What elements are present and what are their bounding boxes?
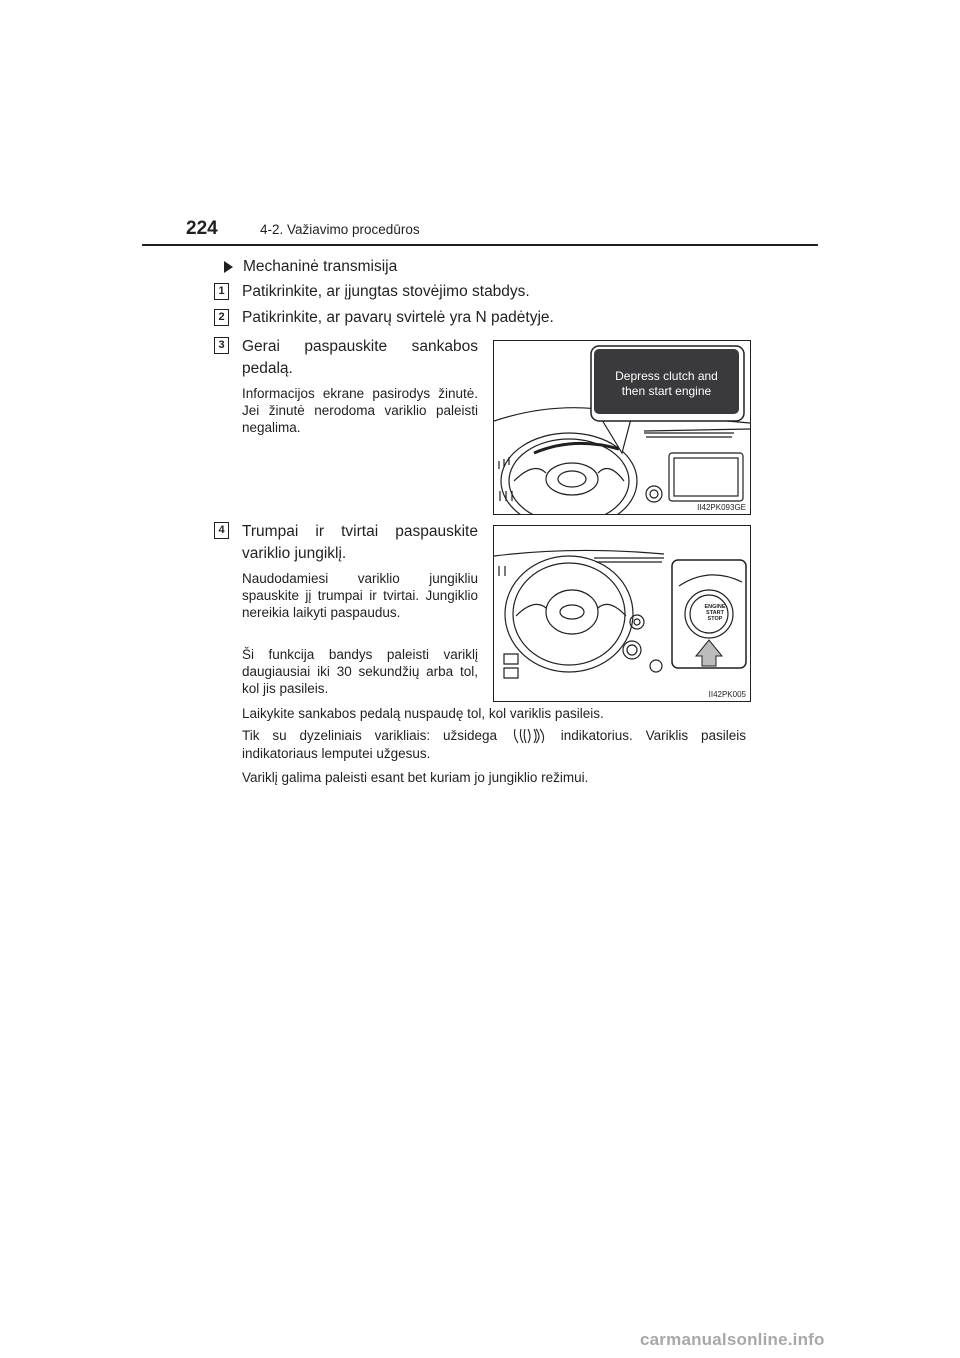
watermark: carmanualsonline.info (640, 1330, 825, 1349)
figure-1-code: II42PK093GE (697, 503, 746, 512)
clutch-message-callout (594, 349, 739, 414)
step-number-4: 4 (214, 522, 229, 539)
page-number: 224 (186, 218, 218, 239)
step-4-note-1: Naudodamiesi variklio jungikliu spauskite jį trumpai ir tvirtai. Jungiklio nereikia laikyti paspaudus. (242, 571, 478, 620)
step-4-text: Trumpai ir tvirtai paspauskite variklio jungiklį. (242, 523, 478, 562)
hold-clutch-note: Laikykite sankabos pedalą nuspaudę tol, kol variklis pasileis. (242, 706, 604, 721)
diesel-note (242, 727, 746, 762)
callout-line-1: Depress clutch and (615, 369, 718, 383)
step-number-3: 3 (214, 337, 229, 354)
glow-plug-indicator-icon (512, 727, 546, 745)
sub-heading-text: Mechaninė transmisija (243, 258, 398, 275)
any-mode-note: Variklį galima paleisti esant bet kuriam jo jungiklio režimui. (242, 770, 589, 785)
engine-switch-label-3: STOP (707, 616, 723, 622)
engine-switch-label (700, 604, 730, 622)
step-3-note: Informacijos ekrane pasirodys žinutė. Jei žinutė nerodoma variklio paleisti negalima. (242, 386, 478, 435)
step-2-text: Patikrinkite, ar pavarų svirtelė yra N padėtyje. (242, 309, 554, 326)
header-rule (142, 244, 818, 246)
sub-heading (224, 258, 397, 276)
figure-engine-switch (493, 525, 751, 702)
step-1-text: Patikrinkite, ar įjungtas stovėjimo stabdys. (242, 283, 530, 300)
diesel-note-before: Tik su dyzeliniais varikliais: užsidega (242, 728, 497, 743)
engine-switch-label-1: ENGINE (704, 604, 726, 610)
step-number-2: 2 (214, 309, 229, 326)
engine-switch-label-2: START (706, 610, 724, 616)
step-4-note-2: Ši funkcija bandys paleisti variklį daugiausiai iki 30 sekundžių arba tol, kol jis pasileis. (242, 647, 478, 696)
triangle-bullet-icon (224, 261, 233, 273)
callout-line-2: then start engine (621, 384, 712, 398)
figure-2-code: II42PK005 (708, 690, 746, 699)
step-3-text: Gerai paspauskite sankabos pedalą. (242, 338, 478, 377)
section-title: 4-2. Važiavimo procedūros (260, 222, 420, 237)
step-number-1: 1 (214, 283, 229, 300)
diesel-note-after: indikatorius. Variklis pasileis indikatoriaus lemputei užgesus. (242, 728, 746, 762)
figure-clutch-message (493, 340, 751, 515)
